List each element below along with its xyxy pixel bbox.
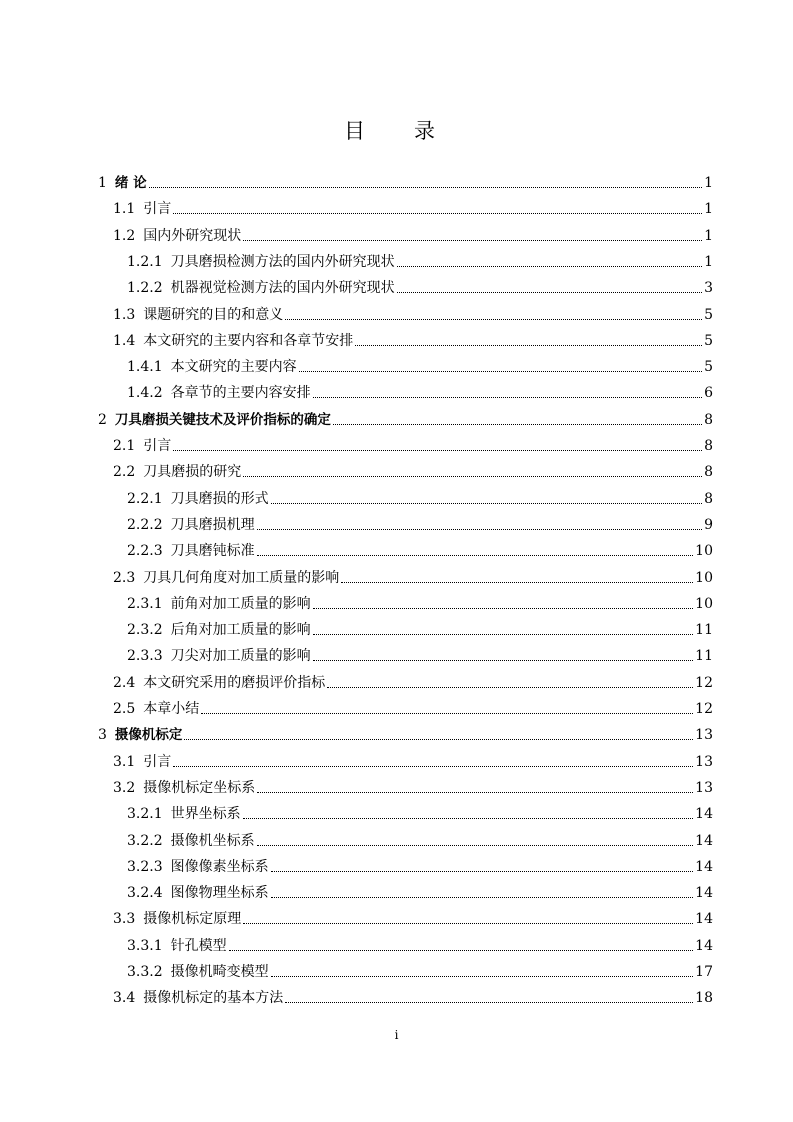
toc-entry-page: 18 xyxy=(695,990,713,1007)
toc-entry-number: 3 xyxy=(98,727,107,744)
toc-entry-number: 1.1 xyxy=(113,201,136,218)
dot-leader xyxy=(184,739,693,740)
toc-entry[interactable] xyxy=(98,166,713,192)
toc-entry[interactable] xyxy=(127,350,713,376)
toc-entry-title: 刀具磨损的研究 xyxy=(143,464,242,481)
dot-leader xyxy=(355,345,702,346)
toc-entry-page: 14 xyxy=(695,806,713,823)
dot-leader xyxy=(257,792,693,793)
toc-entry-number: 2.3.3 xyxy=(127,648,163,665)
dot-leader xyxy=(257,529,702,530)
toc-entry-title: 摄像机标定的基本方法 xyxy=(143,990,284,1007)
dot-leader xyxy=(341,582,693,583)
toc-entry-page: 10 xyxy=(695,595,713,612)
toc-entry-number: 2.3.2 xyxy=(127,622,163,639)
toc-entry-number: 1.2.2 xyxy=(127,280,163,297)
toc-entry-number: 2.2 xyxy=(113,464,136,481)
dot-leader xyxy=(313,634,694,635)
dot-leader xyxy=(173,766,693,767)
toc-entry-page: 12 xyxy=(695,701,713,717)
toc-entry-page: 13 xyxy=(695,779,713,796)
toc-entry-page: 11 xyxy=(695,648,713,665)
toc-entry-number: 1.2.1 xyxy=(127,253,163,270)
toc-entry-title: 摄像机标定原理 xyxy=(143,911,242,928)
toc-entry-page: 14 xyxy=(695,911,713,928)
toc-entry-page: 12 xyxy=(695,674,713,691)
toc-entry-title: 本文研究采用的磨损评价指标 xyxy=(143,674,326,691)
dot-leader xyxy=(243,240,702,241)
toc-entry-title: 摄像机标定 xyxy=(114,727,183,744)
toc-entry-title: 摄像机标定坐标系 xyxy=(143,779,256,796)
toc-entry[interactable] xyxy=(127,929,713,955)
toc-entry[interactable] xyxy=(127,824,713,850)
toc-entry[interactable] xyxy=(113,902,713,928)
toc-entry-page: 14 xyxy=(695,937,713,954)
dot-leader xyxy=(257,555,694,556)
toc-entry[interactable] xyxy=(127,797,713,823)
toc-entry-title: 本文研究的主要内容和各章节安排 xyxy=(143,332,354,349)
dot-leader xyxy=(173,213,702,214)
toc-entry-number: 3.2.1 xyxy=(127,806,163,823)
toc-entry[interactable] xyxy=(113,745,713,771)
toc-entry[interactable] xyxy=(127,876,713,902)
toc-entry-page: 13 xyxy=(695,753,713,770)
dot-leader xyxy=(313,608,694,609)
toc-entry-title: 机器视觉检测方法的国内外研究现状 xyxy=(170,280,395,297)
page-title: 目 录 xyxy=(344,119,449,143)
toc-entry-number: 3.2 xyxy=(113,779,136,796)
toc-entry[interactable] xyxy=(127,271,713,297)
toc-entry-page: 1 xyxy=(704,227,713,244)
toc-entry[interactable] xyxy=(113,981,713,1007)
toc-entry-number: 1.4.2 xyxy=(127,385,163,402)
page-number: i xyxy=(394,1028,399,1042)
toc-entry-title: 本文研究的主要内容 xyxy=(170,359,297,376)
dot-leader xyxy=(271,871,694,872)
dot-leader xyxy=(327,687,693,688)
toc-entry-page: 17 xyxy=(695,964,713,980)
toc-entry[interactable] xyxy=(127,613,713,639)
dot-leader xyxy=(243,923,693,924)
toc-entry-title: 刀具磨损检测方法的国内外研究现状 xyxy=(170,253,395,270)
toc-entry-title: 各章节的主要内容安排 xyxy=(170,385,311,402)
toc-entry[interactable] xyxy=(98,718,713,744)
toc-entry[interactable] xyxy=(127,508,713,534)
toc-entry-number: 2.5 xyxy=(113,701,136,717)
toc-entry-title: 摄像机畸变模型 xyxy=(170,964,269,980)
toc-entry[interactable] xyxy=(127,534,713,560)
dot-leader xyxy=(173,450,702,451)
dot-leader xyxy=(285,319,702,320)
toc-entry-page: 10 xyxy=(695,569,713,586)
toc-entry-title: 摄像机坐标系 xyxy=(170,832,255,849)
toc-entry-title: 后角对加工质量的影响 xyxy=(170,622,311,639)
toc-entry-number: 3.2.4 xyxy=(127,885,163,902)
toc-entry-page: 13 xyxy=(695,727,713,744)
toc-entry-title: 世界坐标系 xyxy=(170,806,241,823)
toc-entry-number: 1.3 xyxy=(113,306,136,323)
dot-leader xyxy=(333,424,702,425)
toc-entry-title: 图像物理坐标系 xyxy=(170,885,269,902)
toc-entry-number: 3.3.2 xyxy=(127,964,163,980)
toc-entry-page: 8 xyxy=(704,438,713,454)
toc-entry-page: 5 xyxy=(704,306,713,323)
toc-entry-number: 1.4 xyxy=(113,332,136,349)
toc-entry[interactable] xyxy=(127,587,713,613)
dot-leader xyxy=(271,976,694,977)
dot-leader xyxy=(271,897,694,898)
toc-entry[interactable] xyxy=(127,955,713,981)
toc-entry[interactable] xyxy=(113,429,713,455)
toc-entry[interactable] xyxy=(113,219,713,245)
toc-entry-number: 3.1 xyxy=(113,753,136,770)
toc-entry[interactable] xyxy=(127,482,713,508)
toc-entry[interactable] xyxy=(113,771,713,797)
toc-entry-page: 3 xyxy=(704,280,713,297)
toc-entry[interactable] xyxy=(127,245,713,271)
toc-entry-number: 3.2.3 xyxy=(127,858,163,875)
toc-entry-title: 国内外研究现状 xyxy=(143,227,242,244)
toc-entry-title: 刀具磨损关键技术及评价指标的确定 xyxy=(114,411,331,428)
toc-entry-title: 本章小结 xyxy=(143,701,200,717)
toc-entry-page: 8 xyxy=(704,490,713,507)
toc-entry[interactable] xyxy=(127,376,713,402)
dot-leader xyxy=(149,187,702,188)
dot-leader xyxy=(285,1002,693,1003)
toc-entry-number: 2.2.2 xyxy=(127,516,163,533)
toc-entry-title: 针孔模型 xyxy=(170,937,227,954)
toc-entry-page: 11 xyxy=(695,622,713,639)
dot-leader xyxy=(313,660,694,661)
toc-entry-page: 10 xyxy=(695,543,713,560)
dot-leader xyxy=(243,818,694,819)
toc-entry-number: 3.4 xyxy=(113,990,136,1007)
toc-entry[interactable] xyxy=(113,324,713,350)
toc-entry-page: 8 xyxy=(704,411,713,428)
toc-entry[interactable] xyxy=(127,639,713,665)
dot-leader xyxy=(299,371,702,372)
dot-leader xyxy=(201,713,693,714)
toc-entry[interactable] xyxy=(113,298,713,324)
dot-leader xyxy=(243,476,702,477)
toc-entry-title: 刀具磨损的形式 xyxy=(170,490,269,507)
toc-entry-title: 刀尖对加工质量的影响 xyxy=(170,648,311,665)
toc-entry-number: 2.1 xyxy=(113,438,136,454)
toc-entry-page: 9 xyxy=(704,516,713,533)
toc-entry-page: 1 xyxy=(704,253,713,270)
toc-entry-page: 14 xyxy=(695,832,713,849)
dot-leader xyxy=(229,950,694,951)
dot-leader xyxy=(257,845,694,846)
toc-entry-number: 2.3 xyxy=(113,569,136,586)
toc-entry-page: 1 xyxy=(704,175,713,191)
toc-entry[interactable] xyxy=(127,850,713,876)
toc-entry[interactable] xyxy=(113,666,713,692)
dot-leader xyxy=(313,397,702,398)
toc-entry-number: 1.2 xyxy=(113,227,136,244)
toc-entry-page: 14 xyxy=(695,885,713,902)
toc-entry-title: 引言 xyxy=(143,201,172,218)
toc-entry-title: 课题研究的目的和意义 xyxy=(143,306,284,323)
toc-entry-number: 2 xyxy=(98,411,107,428)
toc-entry-number: 2.2.3 xyxy=(127,543,163,560)
toc-entry-number: 3.3 xyxy=(113,911,136,928)
toc-entry-page: 1 xyxy=(704,201,713,218)
toc-entry-page: 6 xyxy=(704,385,713,402)
toc-entry-title: 刀具磨损机理 xyxy=(170,516,255,533)
toc-entry-title: 绪 论 xyxy=(114,175,147,191)
dot-leader xyxy=(397,266,702,267)
toc-entry-title: 引言 xyxy=(143,438,172,454)
toc-entry[interactable] xyxy=(113,692,713,718)
toc-entry-number: 3.3.1 xyxy=(127,937,163,954)
toc-entry-number: 3.2.2 xyxy=(127,832,163,849)
dot-leader xyxy=(397,292,702,293)
toc-entry-title: 刀具几何角度对加工质量的影响 xyxy=(143,569,340,586)
toc-entry-title: 引言 xyxy=(143,753,172,770)
toc-entry-page: 5 xyxy=(704,332,713,349)
toc-entry-page: 5 xyxy=(704,359,713,376)
toc-entry-title: 刀具磨钝标准 xyxy=(170,543,255,560)
toc-entry-title: 图像像素坐标系 xyxy=(170,858,269,875)
toc-entry-number: 1.4.1 xyxy=(127,359,163,376)
toc-entry-title: 前角对加工质量的影响 xyxy=(170,595,311,612)
toc-entry-number: 2.3.1 xyxy=(127,595,163,612)
toc-entry-number: 1 xyxy=(98,175,107,191)
toc-entry-number: 2.2.1 xyxy=(127,490,163,507)
toc-entry-page: 8 xyxy=(704,464,713,481)
toc-entry[interactable] xyxy=(113,192,713,218)
toc-entry-number: 2.4 xyxy=(113,674,136,691)
toc-entry[interactable] xyxy=(98,403,713,429)
dot-leader xyxy=(271,503,702,504)
toc-entry[interactable] xyxy=(113,455,713,481)
toc-entry-page: 14 xyxy=(695,858,713,875)
toc-entry[interactable] xyxy=(113,561,713,587)
